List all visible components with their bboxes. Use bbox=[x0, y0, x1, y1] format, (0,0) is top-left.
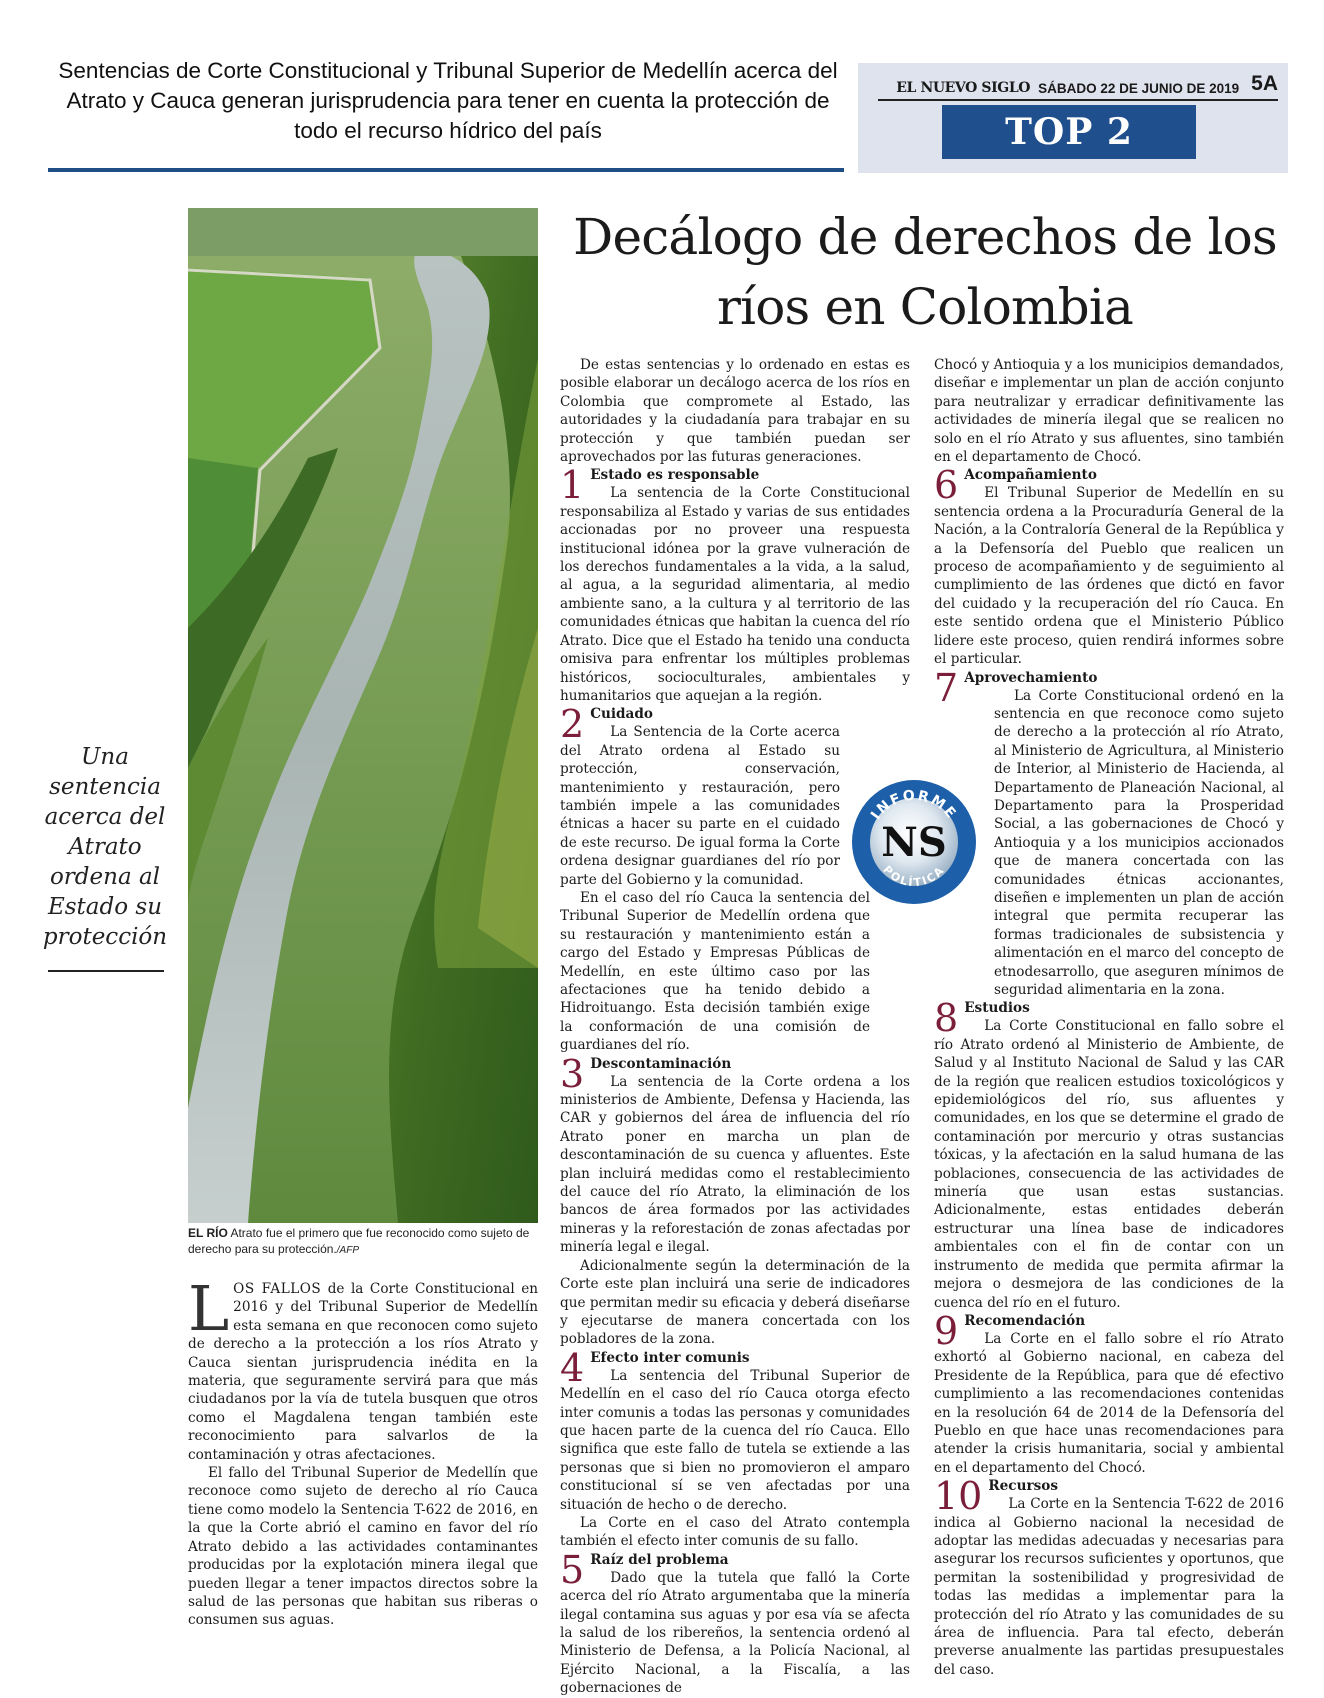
item-paragraph: La sentencia de la Corte Constitucional responsabiliza al Estado y varias de sus entidades accionadas por no proveer una respuesta institucional idónea por la grave vulneración de los derechos fundamentales a la vida, a la salud, al agua, a la seguridad alimentaria, al medio ambiente sano, a la cultura y al territorio de las comunidades étnicas que habitan la cuenca del río Atrato. Dice que el Estado ha tenido una conducta omisiva para enfrentar los múltiples problemas históricos, socioculturales, ambientales y humanitarios que aquejan a la región. bbox=[560, 485, 910, 704]
item-title: Recursos bbox=[988, 1478, 1059, 1495]
item-paragraph: La Sentencia de la Corte acerca del Atrato ordena al Estado su protección, conservación, mantenimiento y restauración, pero también impele a las comunidades étnicas a hacer su parte en el cuidado de este recurso. De igual forma la Corte ordena designar guardianes del río por parte del Gobierno y la comunidad. bbox=[560, 724, 840, 888]
caption-text: Atrato fue el primero que fue reconocido como sujeto de derecho para su protección. bbox=[188, 1226, 530, 1256]
item-title: Raíz del problema bbox=[590, 1551, 729, 1568]
item-paragraph: La Corte Constitucional en fallo sobre el río Atrato ordenó al Ministerio de Ambiente, de Salud y al Instituto Nacional de Salud y las CAR de la región que realicen estudios toxicológicos y epidemiológicos del río, sus afluentes y comunidades, en los que se determine el grado de contaminación por mercurio y otras sustancias tóxicas, y la afectación en la salud humana de las poblaciones, consecuencia de las actividades de minería que usan estas sustancias. Adicionalmente, estas entidades deberán estructurar una línea base de indicadores ambientales con el fin de contar con un instrumento de medida que permita afirmar la mejora o desmejora de las condiciones de la cuenca del río en el futuro. bbox=[934, 1018, 1284, 1311]
item-number: 7 bbox=[934, 665, 959, 710]
item-number: 9 bbox=[934, 1308, 959, 1353]
lead-smallcaps: OS FALLOS bbox=[233, 1281, 322, 1297]
decalogue-column-right bbox=[934, 356, 1284, 1679]
header-deck: Sentencias de Corte Constitucional y Tribunal Superior de Medellín acerca del Atrato y Cauca generan jurisprudencia para tener en cuenta la protección de todo el recurso hídrico del país bbox=[58, 58, 838, 143]
item-3 bbox=[560, 1051, 910, 1349]
item-6 bbox=[934, 463, 1284, 668]
pullquote: Una sentencia acerca del Atrato ordena al Estado su protección bbox=[42, 744, 168, 950]
dropcap: L bbox=[188, 1272, 230, 1345]
badge-top-text: INFORME bbox=[868, 787, 960, 823]
item-title: Descontaminación bbox=[590, 1055, 732, 1072]
section-badge: TOP 2 bbox=[942, 105, 1196, 159]
item-4 bbox=[560, 1345, 910, 1551]
badge-bottom-text: POLÍTICA bbox=[880, 863, 948, 890]
lead-paragraph-2: El fallo del Tribunal Superior de Medellín que reconoce como sujeto de derecho al río Cauca tiene como modelo la Sentencia T-622 de 2016, en la que la Corte abrió el camino en favor del río Atrato debido a las actividades contaminantes producidas por la explotación minera ilegal que pueden llegar a tener impactos directos sobre la salud de las personas que habitan sus riberas o consumen sus aguas. bbox=[188, 1465, 538, 1629]
item-number: 6 bbox=[934, 463, 959, 508]
item-title: Recomendación bbox=[964, 1312, 1086, 1329]
issue-date: SÁBADO 22 DE JUNIO DE 2019 bbox=[1038, 81, 1240, 96]
item-number: 3 bbox=[560, 1051, 585, 1096]
decalogue-column-left bbox=[560, 356, 910, 1698]
item-number: 5 bbox=[560, 1547, 585, 1592]
item-number: 2 bbox=[560, 702, 585, 747]
item-9 bbox=[934, 1308, 1284, 1477]
lead-article bbox=[188, 1272, 538, 1630]
item-number: 8 bbox=[934, 996, 959, 1041]
item-title: Cuidado bbox=[590, 706, 653, 723]
river-photo bbox=[188, 208, 538, 1223]
paper-name: EL NUEVO SIGLO bbox=[896, 80, 1031, 96]
item-paragraph: El Tribunal Superior de Medellín en su sentencia ordena a la Procuraduría General de la Nación, a la Contraloría General de la República y a la Defensoría del Pueblo que realicen un proceso de acompañamiento y de seguimiento al cumplimiento de las órdenes que dictó en favor del cuidado y la recuperación del río Cauca. En este sentido ordena que el Ministerio Público lidere este proceso, quien rendirá informes sobre el particular. bbox=[934, 485, 1284, 668]
item-paragraph: La Corte en el caso del Atrato contempla también el efecto inter comunis de su fallo. bbox=[560, 1514, 910, 1550]
item-paragraph: La Corte en la Sentencia T-622 de 2016 indica al Gobierno nacional la necesidad de adoptar las medidas adecuadas y necesarias para asegurar los recursos suficientes y oportunos, que permitan la sostenibilidad y progresividad de todas las medidas a implementar para la protección del río Atrato y las comunidades de su área de influencia. Para tal efecto, deberán preverse anualmente las partidas presupuestales del caso. bbox=[934, 1496, 1284, 1678]
intro-paragraph: De estas sentencias y lo ordenado en estas es posible elaborar un decálogo acerca de los ríos en Colombia que compromete al Estado, las autoridades y la ciudadanía para trabajar en su protección y que también puedan ser aprovechados por las futuras generaciones. bbox=[560, 357, 910, 466]
header-rule bbox=[48, 168, 844, 172]
masthead bbox=[858, 63, 1288, 173]
item-5 bbox=[560, 1547, 910, 1698]
river-aerial-illustration bbox=[188, 208, 538, 1223]
lead-paragraph-1 bbox=[188, 1272, 538, 1464]
item-paragraph: Dado que la tutela que falló la Corte acerca del río Atrato argumentaba que la minería ilegal contamina sus aguas y por esa vía se afecta la salud de los ribereños, la sentencia ordenó al Ministerio de Defensa, a la Policía Nacional, al Ejército Nacional, a la Fiscalía, a las gobernaciones de bbox=[560, 1569, 910, 1697]
masthead-line bbox=[878, 71, 1278, 101]
photo-credit: /AFP bbox=[336, 1245, 359, 1256]
item-paragraph: En el caso del río Cauca la sentencia del Tribunal Superior de Medellín ordena que su restauración y mantenimiento están a cargo del Estado y Empresas Públicas de Medellín, en este último caso por las afectaciones que ha tenido debido a Hidroituango. Esta decisión también exige la conformación de una comisión de guardianes del río. bbox=[560, 889, 870, 1054]
caption-lead: EL RÍO bbox=[188, 1226, 228, 1240]
item-title: Estado es responsable bbox=[590, 467, 760, 484]
item-paragraph: La sentencia del Tribunal Superior de Medellín en el caso del río Cauca otorga efecto inter comunis a todas las personas y comunidades que hacen parte de la cuenca del río Cauca. Ello significa que este fallo de tutela se extiende a las personas que si bien no promovieron el amparo constitucional sí se ven afectadas por una situación de hecho o de derecho. bbox=[560, 1367, 910, 1513]
photo-caption bbox=[188, 1225, 538, 1259]
item-paragraph: La Corte en el fallo sobre el río Atrato exhortó al Gobierno nacional, en cabeza del Presidente de la República, para que dé efectivo cumplimiento a las recomendaciones contenidas en la resolución 64 de 2014 de la Defensoría del Pueblo en que hace unas recomendaciones para atender la crisis humanitaria, social y ambiental en el departamento del Chocó. bbox=[934, 1330, 1284, 1476]
item-7 bbox=[934, 665, 1284, 1000]
item-1 bbox=[560, 463, 910, 705]
pullquote-rule bbox=[48, 970, 164, 972]
lead-text: de la Corte Constitucional en 2016 y del Tribunal Superior de Medellín esta semana en que reconocen como sujeto de derecho a la protección a los ríos Atrato y Cauca sientan jurisprudencia inédita en la materia, que seguramente servirá para que más ciudadanos por la vía de tutela busquen que otros como el Magdalena tengan también este reconocimiento para salvarlos de la contaminación y otras afectaciones. bbox=[188, 1281, 538, 1463]
item-10 bbox=[934, 1474, 1284, 1679]
item-paragraph: La Corte Constitucional ordenó en la sentencia en que reconoce como sujeto de derecho a la protección al río Atrato, al Ministerio de Agricultura, al Ministerio de Interior, al Ministerio de Hacienda, al Departamento de Planeación Nacional, al Departamento para la Prosperidad Social, a las gobernaciones de Chocó y Antioquia y a los municipios accionados que de manera concertada con las comunidades étnicas accionantes, diseñen e implementen un plan de acción integral que permita recuperar las formas tradicionales de subsistencia y alimentación en el marco del concepto de etnodesarrollo, que aseguren mínimos de seguridad alimentaria en la zona. bbox=[994, 687, 1284, 998]
item-number: 10 bbox=[934, 1474, 983, 1519]
ns-logo-icon bbox=[850, 778, 978, 906]
headline: Decálogo de derechos de los ríos en Colombia bbox=[573, 208, 1277, 336]
item-number: 1 bbox=[560, 463, 585, 508]
page-number: 5A bbox=[1251, 72, 1278, 95]
item-paragraph: La sentencia de la Corte ordena a los ministerios de Ambiente, Defensa y Hacienda, las CAR y gobiernos del área de influencia del río Atrato poner en marcha un plan de descontaminación de su cuenca y afluentes. Este plan incluirá medidas como el restablecimiento del cauce del río Atrato, la eliminación de los bancos de área formados por las actividades mineras y la reforestación de zonas afectadas por minería legal e ilegal. bbox=[560, 1073, 910, 1256]
item-5-continuation: Chocó y Antioquia y a los municipios demandados, diseñar e implementar un plan de acción conjunto para neutralizar y erradicar definitivamente las actividades de minería ilegal que se realicen no solo en el río Atrato y sus afluentes, sino también en el departamento de Chocó. bbox=[934, 357, 1284, 466]
item-8 bbox=[934, 996, 1284, 1312]
item-title: Acompañamiento bbox=[964, 467, 1097, 484]
informe-politica-logo bbox=[850, 778, 978, 906]
item-title: Efecto inter comunis bbox=[590, 1349, 750, 1366]
badge-center-text: NS bbox=[881, 819, 947, 866]
item-paragraph: Adicionalmente según la determinación de la Corte este plan incluirá una serie de indicadores que permitan medir su eficacia y deberá diseñarse y ejecutarse de manera concertada con los pobladores de la zona. bbox=[560, 1257, 910, 1348]
item-title: Aprovechamiento bbox=[964, 669, 1098, 686]
item-title: Estudios bbox=[964, 1000, 1030, 1017]
item-number: 4 bbox=[560, 1345, 585, 1390]
